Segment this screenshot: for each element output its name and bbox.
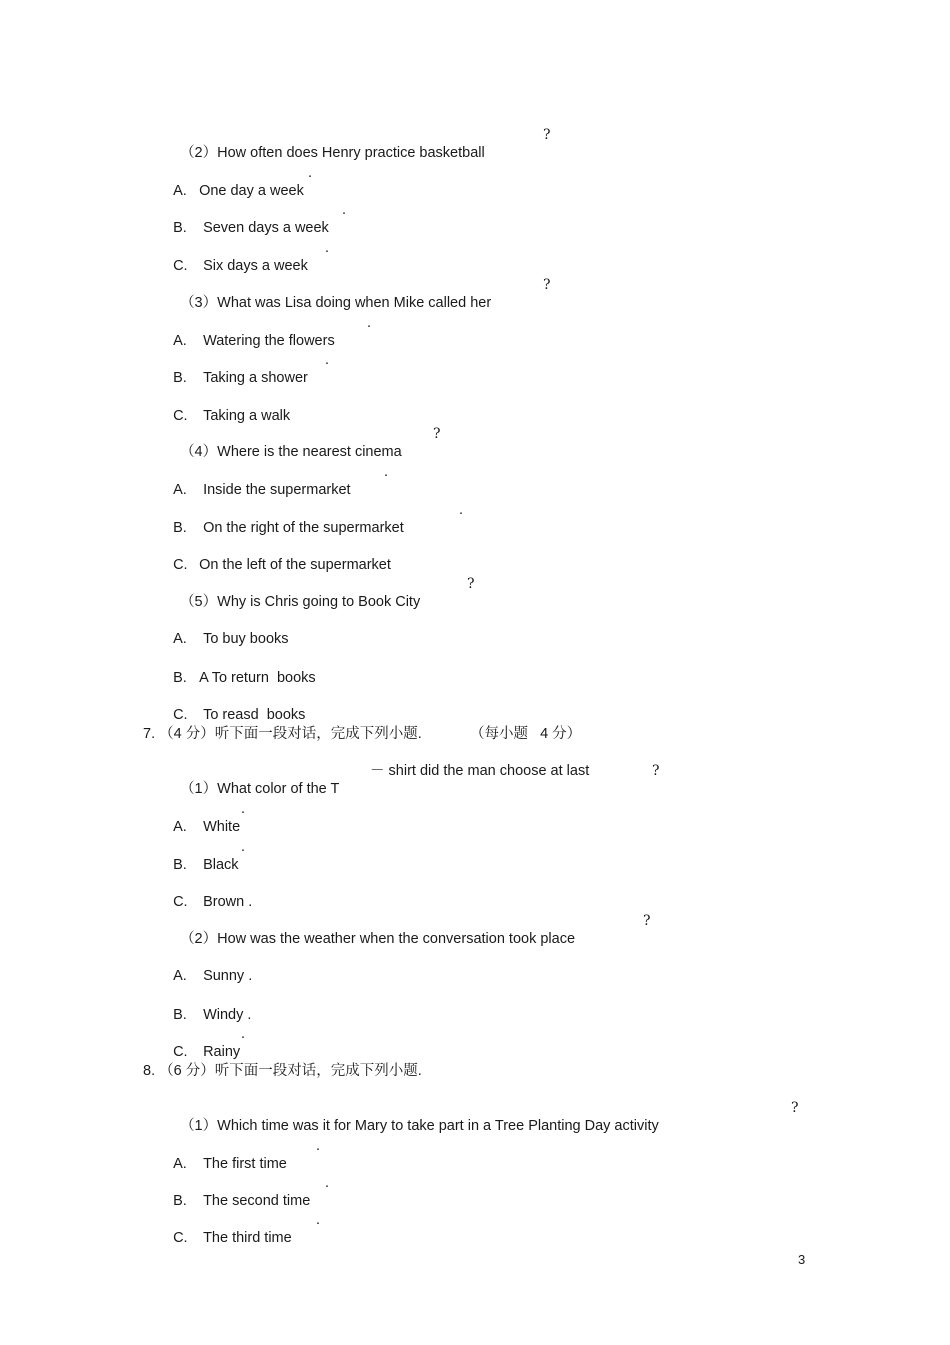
option-text: The second time (203, 1193, 311, 1209)
question-7-2-weather (172, 912, 575, 948)
option-text: To buy books (203, 631, 289, 647)
option-c: C. Brown . (173, 894, 253, 910)
option-tail: . (367, 315, 372, 331)
option-tail: . (325, 352, 330, 368)
question-5-chris (172, 575, 420, 611)
option-text: A To return books (199, 670, 316, 686)
option-tail: . (241, 839, 246, 855)
question-number: （2） (180, 145, 218, 161)
option-tail: . (459, 502, 464, 518)
option-b: B. A To return books (173, 670, 316, 686)
question-number: （5） (180, 594, 218, 610)
option-b: B. Black (173, 857, 239, 873)
option-text: Brown . (203, 894, 253, 910)
option-b: B. Taking a shower (173, 370, 308, 386)
question-8-1-tree-planting (172, 1099, 659, 1135)
option-text: Taking a shower (203, 370, 308, 386)
option-a: A. White (173, 819, 241, 835)
option-text: Sunny . (203, 968, 253, 984)
option-tail: . (316, 1212, 321, 1228)
page-number: 3 (798, 1252, 806, 1267)
option-text: The first time (203, 1156, 287, 1172)
option-text: Watering the flowers (203, 333, 335, 349)
option-tail: . (316, 1138, 321, 1154)
question-text: How often does Henry practice basketball (217, 145, 485, 161)
option-a: A. To buy books (173, 631, 289, 647)
option-c: C. On the left of the supermarket (173, 557, 391, 573)
question-text: Why is Chris going to Book City (217, 594, 421, 610)
question-number: （2） (180, 931, 218, 947)
option-b: B. The second time (173, 1193, 311, 1209)
question-text: What was Lisa doing when Mike called her (217, 295, 492, 311)
section-7-note: （每小题 4 分） (470, 726, 582, 742)
question-mark: ? (652, 763, 660, 779)
option-tail: . (384, 464, 389, 480)
option-text: The third time (203, 1230, 292, 1246)
option-tail: . (325, 240, 330, 256)
option-text: White (203, 819, 241, 835)
option-text: Taking a walk (203, 408, 291, 424)
question-text-continued: － shirt did the man choose at last (370, 763, 590, 779)
question-mark: ? (543, 127, 551, 143)
option-text: To reasd books (203, 707, 306, 723)
option-c: C. To reasd books (173, 707, 306, 723)
option-tail: . (325, 1175, 330, 1191)
option-a: A. Sunny . (173, 968, 253, 984)
option-a: A. One day a week (173, 183, 304, 199)
question-number: （3） (180, 295, 218, 311)
question-text: Which time was it for Mary to take part in a Tree Planting Day activity (217, 1118, 659, 1134)
option-text: On the right of the supermarket (203, 520, 404, 536)
option-text: Black (203, 857, 239, 873)
option-c: C. Rainy (173, 1044, 241, 1060)
question-mark: ? (543, 277, 551, 293)
question-text: What color of the T (217, 781, 340, 797)
section-7-heading: 7. （4 分）听下面一段对话，完成下列小题. (143, 726, 422, 742)
question-text: How was the weather when the conversation took place (217, 931, 576, 947)
option-tail: . (342, 202, 347, 218)
option-tail: . (241, 801, 246, 817)
option-tail: . (241, 1026, 246, 1042)
question-mark: ? (791, 1100, 799, 1116)
option-text: One day a week (199, 183, 304, 199)
option-text: Six days a week (203, 258, 308, 274)
option-text: On the left of the supermarket (199, 557, 391, 573)
option-c: C. Taking a walk (173, 408, 291, 424)
option-a: A. Watering the flowers (173, 333, 335, 349)
question-7-1-tshirt (172, 762, 339, 798)
question-number: （1） (180, 781, 218, 797)
option-a: A. The first time (173, 1156, 287, 1172)
question-text: Where is the nearest cinema (217, 444, 402, 460)
question-mark: ? (433, 426, 441, 442)
option-b: B. On the right of the supermarket (173, 520, 404, 536)
option-b: B. Windy . (173, 1007, 252, 1023)
option-c: C. Six days a week (173, 258, 308, 274)
question-3-lisa (172, 276, 491, 312)
question-4-cinema (172, 425, 402, 461)
option-text: Seven days a week (203, 220, 329, 236)
question-number: （1） (180, 1118, 218, 1134)
option-text: Rainy (203, 1044, 241, 1060)
option-tail: . (308, 165, 313, 181)
option-text: Inside the supermarket (203, 482, 351, 498)
option-c: C. The third time (173, 1230, 292, 1246)
section-8-heading: 8. （6 分）听下面一段对话，完成下列小题. (143, 1063, 422, 1079)
option-b: B. Seven days a week (173, 220, 329, 236)
question-2-henry (172, 126, 485, 162)
question-mark: ? (467, 576, 475, 592)
question-number: （4） (180, 444, 218, 460)
option-a: A. Inside the supermarket (173, 482, 351, 498)
question-mark: ? (643, 913, 651, 929)
option-text: Windy . (203, 1007, 252, 1023)
